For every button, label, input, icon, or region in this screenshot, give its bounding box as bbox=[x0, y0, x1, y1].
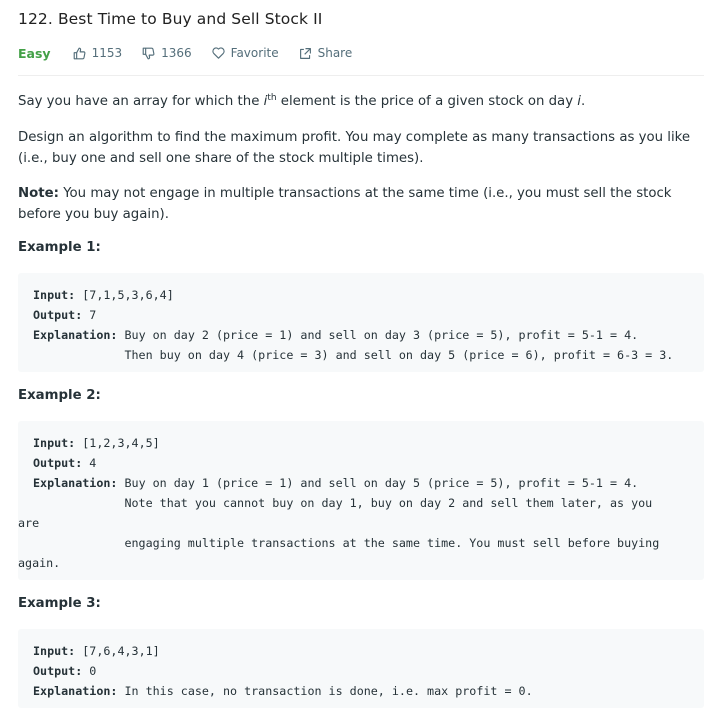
thumbs-down-icon bbox=[142, 47, 155, 60]
superscript-th: th bbox=[267, 93, 277, 103]
output-label: Output: bbox=[33, 456, 83, 470]
example-1-title: Example 1: bbox=[18, 240, 101, 255]
description-paragraph-1 bbox=[18, 91, 704, 112]
input-label: Input: bbox=[33, 436, 76, 450]
example-input-line bbox=[33, 641, 704, 661]
explanation-continuation: are bbox=[18, 516, 40, 530]
favorite-button[interactable] bbox=[212, 46, 279, 60]
example-input-line bbox=[33, 433, 704, 453]
example-3-code-block bbox=[18, 629, 704, 708]
difficulty-badge: Easy bbox=[18, 45, 51, 61]
output-value: 0 bbox=[82, 664, 97, 678]
output-value: 7 bbox=[82, 308, 97, 322]
output-label: Output: bbox=[33, 308, 83, 322]
description-paragraph-2: Design an algorithm to find the maximum profit. You may complete as many transactions as you like (i.e., buy one and sell one share of the stock multiple times). bbox=[18, 130, 691, 166]
input-value: [1,2,3,4,5] bbox=[75, 436, 160, 450]
explanation-continuation: Then buy on day 4 (price = 3) and sell on day 5 (price = 6), profit = 6-3 = 3. bbox=[33, 348, 674, 362]
example-output-line bbox=[33, 305, 704, 325]
example-output-line bbox=[33, 661, 704, 681]
share-button[interactable] bbox=[299, 46, 353, 60]
header-divider bbox=[18, 75, 704, 76]
dislike-button[interactable] bbox=[142, 46, 192, 60]
example-2-code-block bbox=[18, 421, 704, 580]
input-label: Input: bbox=[33, 288, 76, 302]
input-value: [7,1,5,3,6,4] bbox=[75, 288, 174, 302]
example-input-line bbox=[33, 285, 704, 305]
explanation-label: Explanation: bbox=[33, 328, 118, 342]
dislike-count: 1366 bbox=[161, 46, 192, 60]
favorite-label: Favorite bbox=[230, 46, 279, 60]
example-2-title: Example 2: bbox=[18, 388, 101, 403]
example-1-code-block bbox=[18, 273, 704, 372]
description-text: element is the price of a given stock on day bbox=[276, 94, 578, 109]
explanation-value: Buy on day 1 (price = 1) and sell on day 5 (price = 5), profit = 5-1 = 4. bbox=[117, 476, 639, 490]
explanation-continuation: engaging multiple transactions at the same time. You must sell before buying bbox=[33, 536, 660, 550]
explanation-value: Buy on day 2 (price = 1) and sell on day 3 (price = 5), profit = 5-1 = 4. bbox=[117, 328, 639, 342]
note-text: You may not engage in multiple transactions at the same time (i.e., you must sell the stock before you buy again). bbox=[18, 186, 672, 222]
example-explanation-line bbox=[33, 325, 704, 345]
explanation-label: Explanation: bbox=[33, 476, 118, 490]
input-label: Input: bbox=[33, 644, 76, 658]
explanation-label: Explanation: bbox=[33, 684, 118, 698]
heart-icon bbox=[212, 47, 225, 59]
share-icon bbox=[299, 47, 312, 60]
example-3-title: Example 3: bbox=[18, 596, 101, 611]
note-paragraph bbox=[18, 183, 704, 225]
share-label: Share bbox=[317, 46, 353, 60]
example-output-line bbox=[33, 453, 704, 473]
note-label: Note: bbox=[18, 186, 59, 201]
variable-i: i bbox=[263, 94, 268, 109]
example-explanation-line bbox=[33, 473, 704, 493]
problem-title: 122. Best Time to Buy and Sell Stock II bbox=[18, 10, 323, 28]
problem-meta-bar bbox=[18, 44, 372, 62]
input-value: [7,6,4,3,1] bbox=[75, 644, 160, 658]
output-label: Output: bbox=[33, 664, 83, 678]
explanation-value: In this case, no transaction is done, i.e. max profit = 0. bbox=[117, 684, 533, 698]
example-explanation-line bbox=[33, 681, 704, 701]
thumbs-up-icon bbox=[73, 47, 86, 60]
variable-i: i bbox=[577, 94, 581, 109]
explanation-continuation: Note that you cannot buy on day 1, buy on day 2 and sell them later, as you bbox=[33, 496, 653, 510]
description-text: Say you have an array for which the bbox=[18, 94, 264, 109]
like-button[interactable] bbox=[73, 46, 123, 60]
explanation-continuation: again. bbox=[18, 556, 61, 570]
output-value: 4 bbox=[82, 456, 97, 470]
description-text: . bbox=[581, 94, 586, 109]
like-count: 1153 bbox=[91, 46, 123, 60]
